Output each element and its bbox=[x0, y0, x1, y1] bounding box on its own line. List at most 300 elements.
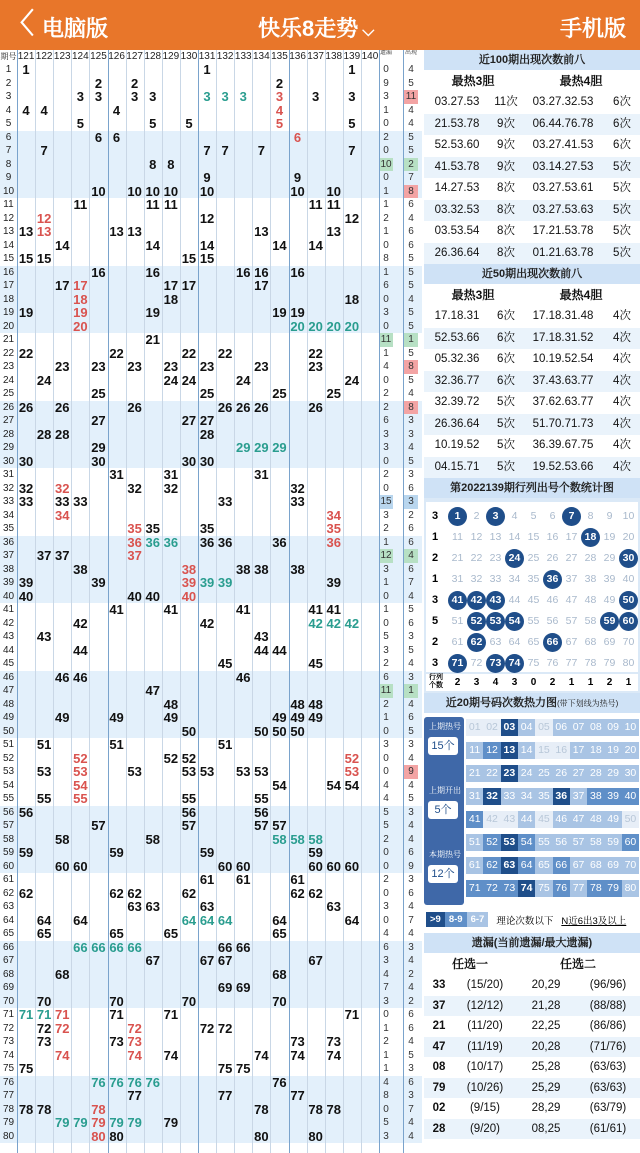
column-header: 132 bbox=[216, 51, 234, 62]
hot-cell: 6次 bbox=[497, 331, 515, 344]
drawn-number: 64 bbox=[272, 912, 287, 928]
stat-value: 4 bbox=[408, 590, 414, 602]
grid-row bbox=[0, 225, 422, 239]
heat-cell: 13 bbox=[501, 742, 519, 759]
grid-row bbox=[0, 968, 422, 982]
drawn-number: 41 bbox=[109, 602, 124, 617]
stat-value: 2 bbox=[383, 1036, 389, 1047]
stat-value: 2 bbox=[383, 874, 389, 885]
drawn-number: 19 bbox=[290, 305, 305, 320]
drawn-number: 60 bbox=[55, 858, 70, 874]
drawn-number: 48 bbox=[308, 696, 323, 712]
drawn-number: 3 bbox=[76, 89, 84, 104]
stat-value: 4 bbox=[408, 212, 414, 224]
drawn-number: 18 bbox=[344, 291, 360, 307]
issue-number: 10 bbox=[2, 185, 15, 197]
number-ball: 73 bbox=[486, 654, 505, 673]
drawn-number: 74 bbox=[163, 1047, 179, 1063]
miss-cell: (11/20) bbox=[467, 1020, 503, 1032]
grid-line bbox=[234, 50, 235, 1153]
drawn-number: 73 bbox=[290, 1034, 305, 1049]
drawn-number: 59 bbox=[308, 845, 323, 860]
stat-value: 1 bbox=[383, 536, 389, 548]
drawn-number: 39 bbox=[217, 575, 233, 590]
stat-value: 1 bbox=[383, 347, 389, 359]
drawn-number: 70 bbox=[36, 993, 52, 1009]
drawn-number: 71 bbox=[109, 1007, 124, 1022]
stat-value: 6 bbox=[408, 226, 414, 237]
drawn-number: 74 bbox=[290, 1047, 305, 1063]
number-ball: 51 bbox=[451, 615, 464, 627]
hot-cell: 03.27.53 bbox=[434, 96, 480, 108]
hot-cell: 17.18.31.52 bbox=[532, 331, 594, 344]
issue-number: 3 bbox=[5, 91, 12, 102]
grid-row bbox=[0, 414, 422, 428]
stat-value: 0 bbox=[383, 617, 389, 629]
drawn-number: 17 bbox=[163, 278, 179, 293]
hot100-head bbox=[424, 70, 640, 92]
drawn-number: 51 bbox=[36, 737, 52, 752]
drawn-number: 73 bbox=[326, 1034, 341, 1049]
drawn-number: 50 bbox=[290, 723, 305, 739]
stat-value: 2 bbox=[383, 698, 389, 710]
drawn-number: 74 bbox=[55, 1047, 70, 1063]
drawn-number: 65 bbox=[109, 926, 124, 941]
hot-cell: 03.14.27.53 bbox=[532, 160, 594, 173]
stats-panel bbox=[424, 50, 640, 1153]
drawn-number: 52 bbox=[163, 750, 179, 766]
heat-cell: 41 bbox=[466, 811, 484, 828]
drawn-number: 40 bbox=[145, 588, 160, 604]
drawn-number: 79 bbox=[55, 1115, 70, 1130]
stat-value: 4 bbox=[383, 779, 389, 791]
trend-grid bbox=[0, 50, 422, 1153]
miss-cell: 28 bbox=[432, 1122, 446, 1135]
drawn-number: 69 bbox=[236, 980, 251, 995]
hot-row bbox=[424, 435, 640, 457]
heat-cell: 17 bbox=[570, 742, 588, 759]
drawn-number: 36 bbox=[272, 534, 287, 550]
stat-value: 3 bbox=[408, 874, 414, 885]
drawn-number: 50 bbox=[272, 723, 287, 739]
heat-cell: 62 bbox=[483, 857, 501, 874]
miss-cell: 21 bbox=[432, 1020, 446, 1032]
issue-number: 51 bbox=[2, 739, 15, 750]
col-count: 3 bbox=[473, 677, 480, 688]
drawn-number: 53 bbox=[181, 764, 197, 779]
hot-cell: 26.36.64 bbox=[434, 417, 480, 430]
stat-value: 7 bbox=[383, 982, 389, 993]
stat-value: 5 bbox=[408, 77, 414, 89]
stat-value: 5 bbox=[408, 604, 414, 615]
grid-row bbox=[0, 374, 422, 388]
stat-value: 0 bbox=[383, 914, 389, 926]
grid-line bbox=[252, 50, 253, 1153]
number-ball: 76 bbox=[546, 657, 559, 669]
issue-number: 50 bbox=[2, 725, 15, 737]
grid-row bbox=[0, 428, 422, 442]
stat-value: 6 bbox=[408, 1022, 414, 1034]
drawn-number: 3 bbox=[203, 89, 211, 104]
drawn-number: 24 bbox=[344, 372, 360, 388]
grid-line bbox=[289, 50, 290, 1153]
heat-cell: 11 bbox=[466, 742, 484, 759]
grid-row bbox=[0, 239, 422, 253]
stat-value: 3 bbox=[408, 671, 414, 683]
drawn-number: 59 bbox=[109, 845, 124, 860]
grid-row bbox=[0, 1130, 422, 1144]
hot-cell: 6次 bbox=[613, 96, 631, 108]
legend-swatch: 6-7 bbox=[467, 912, 489, 927]
hot-cell: 4次 bbox=[613, 439, 631, 451]
hot-row bbox=[424, 221, 640, 243]
desktop-version-link[interactable]: 电脑版 bbox=[42, 16, 109, 41]
hot-cell: 03.27.53.61 bbox=[532, 182, 594, 194]
heat-cell: 36 bbox=[553, 788, 571, 805]
number-ball: 37 bbox=[565, 573, 578, 585]
drawn-number: 7 bbox=[257, 143, 265, 158]
drawn-number: 36 bbox=[145, 534, 160, 550]
grid-row bbox=[0, 617, 422, 631]
heat-cell: 49 bbox=[604, 811, 622, 828]
issue-number: 29 bbox=[2, 442, 15, 453]
number-ball: 25 bbox=[527, 552, 540, 564]
heat-cell: 12 bbox=[483, 742, 501, 759]
stat-value: 4 bbox=[383, 793, 389, 804]
miss-cell: (9/15) bbox=[469, 1102, 501, 1114]
grid-row bbox=[0, 684, 422, 698]
drawn-number: 20 bbox=[344, 318, 360, 334]
stat-value: 4 bbox=[383, 361, 389, 372]
miss-cell: 25,29 bbox=[531, 1081, 561, 1094]
hot100-title: 近100期出现次数前八 bbox=[424, 50, 640, 70]
miss-cell: 37 bbox=[432, 999, 446, 1012]
drawn-number: 13 bbox=[18, 224, 34, 239]
issue-number: 5 bbox=[5, 118, 12, 129]
number-ball: 32 bbox=[470, 573, 483, 585]
grid-row bbox=[0, 144, 422, 158]
number-ball: 59 bbox=[600, 612, 619, 631]
drawn-number: 13 bbox=[127, 224, 142, 239]
drawn-number: 5 bbox=[275, 116, 284, 131]
issue-number: 2 bbox=[5, 77, 12, 89]
drawn-number: 11 bbox=[145, 197, 160, 212]
grid-row bbox=[0, 252, 422, 266]
drawn-number: 62 bbox=[18, 885, 34, 901]
drawn-number: 62 bbox=[109, 885, 124, 901]
grid-row bbox=[0, 320, 422, 334]
stat-value: 7 bbox=[408, 1103, 414, 1115]
stat-value: 4 bbox=[408, 779, 414, 791]
issue-number: 52 bbox=[2, 752, 15, 764]
drawn-number: 71 bbox=[36, 1007, 52, 1022]
hot-cell: 5次 bbox=[497, 439, 515, 451]
heat-cell: 60 bbox=[622, 834, 640, 851]
grid-row bbox=[0, 846, 422, 860]
drawn-number: 2 bbox=[131, 75, 139, 91]
heat-cell: 75 bbox=[535, 880, 553, 897]
drawn-number: 80 bbox=[109, 1128, 124, 1144]
hot-row bbox=[424, 92, 640, 114]
stat-value: 5 bbox=[408, 793, 414, 804]
hot-cell: 5次 bbox=[613, 182, 631, 194]
hot-row bbox=[424, 243, 640, 265]
number-ball: 45 bbox=[527, 594, 540, 606]
hot-cell: 4次 bbox=[613, 417, 631, 430]
stat-value: 5 bbox=[408, 253, 414, 264]
hot-cell: 5次 bbox=[497, 460, 515, 473]
grid-row bbox=[0, 698, 422, 712]
miss-row bbox=[424, 1037, 640, 1058]
stat-value: 0 bbox=[383, 860, 389, 872]
drawn-number: 67 bbox=[308, 953, 323, 968]
drawn-number: 67 bbox=[145, 953, 160, 968]
drawn-number: 36 bbox=[217, 534, 233, 550]
lottery-selector[interactable] bbox=[258, 12, 374, 43]
grid-row bbox=[0, 819, 422, 833]
mobile-version-link[interactable]: 手机版 bbox=[559, 16, 626, 41]
grid-row bbox=[0, 806, 422, 820]
heat-group-label: 上期热号 bbox=[429, 722, 461, 731]
grid-row bbox=[0, 306, 422, 320]
stat-value: 3 bbox=[383, 901, 389, 912]
grid-row bbox=[0, 779, 422, 793]
drawn-number: 4 bbox=[22, 102, 30, 118]
drawn-number: 44 bbox=[272, 642, 287, 658]
drawn-number: 33 bbox=[55, 494, 70, 509]
drawn-number: 79 bbox=[73, 1115, 88, 1130]
drawn-number: 27 bbox=[91, 413, 106, 428]
heat-cell: 02 bbox=[483, 719, 501, 736]
hot-cell: 04.15.71 bbox=[434, 460, 480, 473]
stat-value: 5 bbox=[408, 307, 414, 318]
issue-number: 31 bbox=[2, 469, 15, 480]
stat-value: 6 bbox=[383, 280, 389, 291]
heat-cell: 21 bbox=[466, 765, 484, 782]
drawn-number: 57 bbox=[181, 818, 197, 833]
column-header: 137 bbox=[307, 51, 324, 62]
number-ball: 67 bbox=[565, 636, 578, 648]
heat-cell: 53 bbox=[501, 834, 519, 851]
drawn-number: 46 bbox=[73, 669, 88, 685]
issue-number: 9 bbox=[5, 172, 12, 183]
grid-line bbox=[108, 50, 109, 1153]
drawn-number: 55 bbox=[73, 791, 88, 806]
issue-number: 13 bbox=[2, 226, 15, 237]
drawn-number: 52 bbox=[344, 750, 360, 766]
drawn-number: 71 bbox=[163, 1007, 179, 1022]
stat-value: 0 bbox=[383, 64, 389, 75]
grid-row bbox=[0, 522, 422, 536]
drawn-number: 64 bbox=[199, 912, 215, 928]
heat-group-value: 5个 bbox=[428, 801, 458, 819]
stat-value: 4 bbox=[383, 1076, 389, 1088]
heat-cell: 48 bbox=[587, 811, 605, 828]
issue-number: 59 bbox=[2, 847, 15, 858]
issue-number: 17 bbox=[2, 280, 15, 291]
drawn-number: 64 bbox=[344, 912, 360, 928]
drawn-number: 52 bbox=[181, 750, 197, 766]
heat-cell: 45 bbox=[535, 811, 553, 828]
grid-row bbox=[0, 752, 422, 766]
hot-cell: 37.43.63.77 bbox=[532, 374, 594, 387]
stat-value: 2 bbox=[408, 509, 414, 521]
row-count: 2 bbox=[431, 552, 439, 564]
heat-cell: 76 bbox=[553, 880, 571, 897]
number-ball: 19 bbox=[603, 531, 616, 543]
number-ball: 78 bbox=[584, 657, 597, 669]
heat-subtitle: (带下划线为热号) bbox=[556, 699, 619, 708]
drawn-number: 52 bbox=[73, 750, 88, 766]
dist-title: 第2022139期行列出号个数统计图 bbox=[424, 478, 640, 498]
heat-cell: 59 bbox=[604, 834, 622, 851]
drawn-number: 70 bbox=[109, 993, 124, 1009]
drawn-number: 31 bbox=[109, 467, 124, 482]
drawn-number: 35 bbox=[127, 521, 142, 536]
stat-value: 4 bbox=[408, 658, 414, 669]
hot-cell: 11次 bbox=[494, 96, 518, 108]
heat-cell: 04 bbox=[518, 719, 536, 736]
column-header: 129 bbox=[162, 51, 180, 62]
stat-value: 2 bbox=[383, 212, 389, 224]
number-ball: 20 bbox=[622, 531, 635, 543]
issue-number: 35 bbox=[2, 523, 15, 534]
issue-number: 15 bbox=[2, 253, 15, 264]
drawn-number: 76 bbox=[127, 1074, 142, 1090]
drawn-number: 35 bbox=[199, 521, 215, 536]
number-ball: 61 bbox=[451, 636, 464, 648]
stat-value: 5 bbox=[383, 806, 389, 818]
stat-value: 0 bbox=[383, 847, 389, 858]
drawn-number: 65 bbox=[272, 926, 287, 941]
stat-value: 0 bbox=[383, 239, 389, 251]
drawn-number: 4 bbox=[40, 102, 48, 118]
issue-number: 18 bbox=[2, 293, 15, 305]
grid-row bbox=[0, 1022, 422, 1036]
heat-cell: 65 bbox=[535, 857, 553, 874]
stat-value: 15 bbox=[380, 496, 392, 507]
stat-value: 0 bbox=[383, 1103, 389, 1115]
drawn-number: 5 bbox=[348, 116, 356, 131]
grid-row bbox=[0, 266, 422, 280]
drawn-number: 63 bbox=[326, 899, 341, 914]
drawn-number: 68 bbox=[55, 966, 70, 982]
number-ball: 40 bbox=[622, 573, 635, 585]
hot-row bbox=[424, 457, 640, 479]
col-count: 1 bbox=[625, 677, 632, 688]
drawn-number: 66 bbox=[91, 939, 106, 955]
heat-cell: 30 bbox=[622, 765, 640, 782]
issue-number: 20 bbox=[2, 320, 15, 332]
issue-number: 28 bbox=[2, 428, 15, 440]
number-ball: 56 bbox=[546, 615, 559, 627]
legend-note: N近6出3及以上 bbox=[561, 915, 627, 927]
drawn-number: 16 bbox=[254, 264, 269, 280]
heat-cell: 72 bbox=[483, 880, 501, 897]
heat-cell: 70 bbox=[622, 857, 640, 874]
col-count: 2 bbox=[606, 677, 613, 688]
stat-value: 5 bbox=[408, 1049, 414, 1061]
miss-cell: 47 bbox=[432, 1040, 446, 1053]
heat-title bbox=[424, 693, 640, 713]
drawn-number: 29 bbox=[236, 440, 251, 455]
number-ball: 47 bbox=[565, 594, 578, 606]
drawn-number: 61 bbox=[236, 872, 251, 887]
drawn-number: 39 bbox=[326, 575, 341, 590]
stat-value: 8 bbox=[383, 253, 389, 264]
drawn-number: 1 bbox=[22, 62, 30, 77]
drawn-number: 40 bbox=[18, 588, 34, 604]
hot-cell: 9次 bbox=[497, 160, 515, 173]
grid-row bbox=[0, 1103, 422, 1117]
number-ball: 71 bbox=[448, 654, 467, 673]
issue-number: 16 bbox=[2, 266, 15, 278]
number-ball: 23 bbox=[489, 552, 502, 564]
number-ball: 10 bbox=[622, 510, 635, 522]
drawn-number: 53 bbox=[344, 764, 360, 779]
drawn-number: 53 bbox=[73, 764, 88, 779]
stat-value: 4 bbox=[408, 1036, 414, 1047]
stat-value: 1 bbox=[383, 266, 389, 278]
grid-row bbox=[0, 1116, 422, 1130]
number-ball: 36 bbox=[543, 570, 562, 589]
drawn-number: 79 bbox=[163, 1115, 179, 1130]
pick1-header: 任选一 bbox=[451, 957, 488, 971]
heat-cell: 42 bbox=[483, 811, 501, 828]
drawn-number: 42 bbox=[344, 615, 360, 631]
drawn-number: 44 bbox=[254, 642, 269, 658]
drawn-number: 64 bbox=[217, 912, 233, 928]
grid-line bbox=[379, 50, 380, 1153]
footer-label: 行列个数 bbox=[429, 674, 443, 689]
stat-value: 3 bbox=[404, 495, 418, 509]
stat-value: 12 bbox=[380, 550, 392, 561]
issue-number: 78 bbox=[2, 1103, 15, 1115]
miss-cell: 02 bbox=[432, 1102, 446, 1114]
heat-cell: 35 bbox=[535, 788, 553, 805]
drawn-number: 64 bbox=[181, 912, 197, 928]
hot-cell: 06.44.76.78 bbox=[532, 117, 594, 130]
drawn-number: 63 bbox=[199, 899, 215, 914]
stat-value: 4 bbox=[408, 982, 414, 993]
miss-row bbox=[424, 1119, 640, 1140]
stat-value: 4 bbox=[383, 968, 389, 980]
drawn-number: 21 bbox=[145, 332, 160, 347]
grid-line bbox=[403, 50, 404, 1153]
drawn-number: 49 bbox=[272, 710, 287, 725]
grid-row bbox=[0, 185, 422, 199]
drawn-number: 48 bbox=[163, 696, 179, 712]
drawn-number: 42 bbox=[326, 615, 341, 631]
grid-line bbox=[216, 50, 217, 1153]
stat-value: 7 bbox=[408, 914, 414, 926]
drawn-number: 54 bbox=[344, 777, 360, 793]
stat-value: 4 bbox=[408, 955, 414, 966]
miss-row bbox=[424, 1016, 640, 1037]
drawn-number: 79 bbox=[109, 1115, 124, 1130]
issue-number: 55 bbox=[2, 793, 15, 804]
miss-cell: 33 bbox=[432, 979, 446, 991]
drawn-number: 15 bbox=[18, 251, 34, 266]
drawn-number: 60 bbox=[326, 858, 341, 874]
stat-value: 4 bbox=[408, 64, 414, 75]
drawn-number: 23 bbox=[254, 359, 269, 374]
col-count: 1 bbox=[587, 677, 594, 688]
drawn-number: 38 bbox=[236, 561, 251, 577]
back-icon[interactable]: 〈 bbox=[6, 8, 35, 39]
grid-row bbox=[0, 536, 422, 550]
heat-cell: 40 bbox=[622, 788, 640, 805]
